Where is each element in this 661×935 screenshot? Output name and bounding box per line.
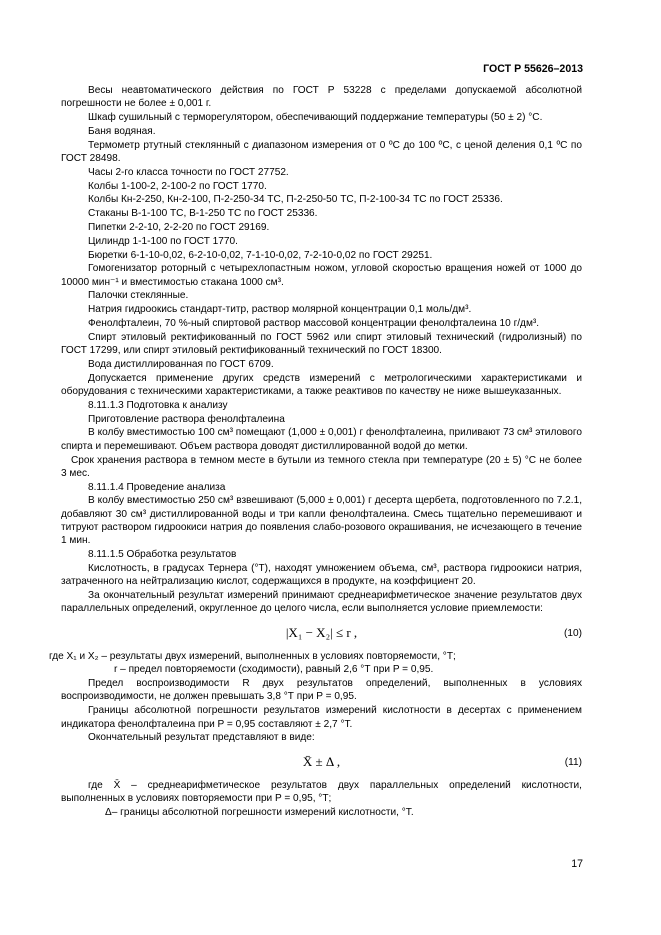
paragraph: Пипетки 2-2-10, 2-2-20 по ГОСТ 29169. xyxy=(88,221,270,233)
paragraph: Термометр ртутный стеклянный с диапазоном измерения от 0 ºС до 100 ºС, с ценой деления 0,1 ºС по ГОСТ 28498. xyxy=(61,139,582,164)
section-heading: 8.11.1.4 Проведение анализа xyxy=(88,481,226,493)
paragraph: Колбы 1-100-2, 2-100-2 по ГОСТ 1770. xyxy=(88,180,267,192)
section-heading: 8.11.1.3 Подготовка к анализу xyxy=(88,399,228,411)
paragraph: В колбу вместимостью 100 см³ помещают (1,000 ± 0,001) г фенолфталеина, приливают 73 см³ этилового спирта и перемешивают. Объем раствора доводят дистиллированной водой до метки. xyxy=(61,427,582,452)
paragraph: Фенолфталеин, 70 %-ный спиртовой раствор массовой концентрации фенолфталеина 10 г/дм³. xyxy=(88,318,540,330)
section-heading: 8.11.1.5 Обработка результатов xyxy=(88,549,237,561)
paragraph: За окончательный результат измерений принимают среднеарифметическое значение результатов двух параллельных определений, округленное до целого числа, если выполняется условие приемлемости: xyxy=(61,589,582,615)
formula-legend-line: где X̄ – среднеарифметическое результатов двух параллельных определений кислотности, выполненных в условиях повторяемости при P = 0,95, °Т; xyxy=(61,779,582,804)
paragraph: Гомогенизатор роторный с четырехлопастным ножом, угловой скоростью вращения ножей от 1000 до 10000 мин⁻¹ и вместимостью стакана 1000 см³. xyxy=(61,263,582,288)
formula-number: (10) xyxy=(564,627,582,639)
paragraph: Спирт этиловый ректификованный по ГОСТ 5962 или спирт этиловый технический (гидролизный) по ГОСТ 17299, или спирт этиловый ректификованный технический по ГОСТ 18300. xyxy=(61,331,582,357)
paragraph: Предел воспроизводимости R двух результатов определений, выполненных в условиях воспроизводимости, не должен превышать 3,8 °Т при P = 0,95. xyxy=(61,678,582,703)
formula-number: (11) xyxy=(564,756,582,768)
subsection-heading: Приготовление раствора фенолфталеина xyxy=(88,413,285,425)
document-body xyxy=(49,84,582,820)
formula-legend-line: Δ– границы абсолютной погрешности измерений кислотности, °Т. xyxy=(105,806,414,818)
paragraph: Часы 2-го класса точности по ГОСТ 27752. xyxy=(88,166,289,178)
paragraph: Стаканы В-1-100 ТС, В-1-250 ТС по ГОСТ 25336. xyxy=(88,208,318,220)
paragraph: Срок хранения раствора в темном месте в бутыли из темного стекла при температуре (20 ± 5) °С не более 3 мес. xyxy=(61,454,582,479)
paragraph: Цилиндр 1-1-100 по ГОСТ 1770. xyxy=(88,235,238,247)
page-number: 17 xyxy=(571,858,583,870)
paragraph: Весы неавтоматического действия по ГОСТ Р 53228 с пределами допускаемой абсолютной погрешности не более ± 0,001 г. xyxy=(61,85,582,110)
paragraph: Вода дистиллированная по ГОСТ 6709. xyxy=(88,358,274,370)
paragraph: Баня водяная. xyxy=(88,125,156,137)
paragraph: В колбу вместимостью 250 см³ взвешивают (5,000 ± 0,001) г десерта щербета, подготовленного по 7.2.1, добавляют 30 см³ дистиллированной воды и три капли фенолфталеина. Смесь тщательно перемешивают и титруют раствором гидроокиси натрия до появления слабо-розового окрашивания, не исчезающего в течение 1 мин. xyxy=(61,495,582,547)
paragraph: Натрия гидроокись стандарт-титр, раствор молярной концентрации 0,1 моль/дм³. xyxy=(88,304,472,316)
formula-legend-line: r – предел повторяемости (сходимости), равный 2,6 °Т при P = 0,95. xyxy=(114,664,434,676)
paragraph: Колбы Кн-2-250, Кн-2-100, П-2-250-34 ТС, П-2-250-50 ТС, П-2-100-34 ТС по ГОСТ 25336. xyxy=(88,194,503,206)
formula-legend-line: где X₁ и X₂ – результаты двух измерений, выполненных в условиях повторяемости, °Т; xyxy=(49,650,456,662)
formula-11 xyxy=(61,747,582,777)
formula-10 xyxy=(61,618,582,648)
paragraph: Бюретки 6-1-10-0,02, 6-2-10-0,02, 7-1-10-0,02, 7-2-10-0,02 по ГОСТ 29251. xyxy=(88,249,433,261)
paragraph: Окончательный результат представляют в виде: xyxy=(88,732,315,744)
paragraph: Шкаф сушильный с терморегулятором, обеспечивающий поддержание температуры (50 ± 2) °С. xyxy=(88,112,543,124)
paragraph: Допускается применение других средств измерений с метрологическими характеристиками и оборудования с техническими характеристиками, а также реактивов по качеству не ниже вышеуказанных. xyxy=(61,372,582,398)
formula-expression: X̄ ± Δ , xyxy=(302,753,341,769)
document-header: ГОСТ Р 55626–2013 xyxy=(483,63,583,75)
paragraph: Палочки стеклянные. xyxy=(88,290,189,302)
formula-expression: |X₁ − X₂| ≤ r , xyxy=(285,624,358,640)
paragraph: Границы абсолютной погрешности результатов измерений кислотности в десертах с применением индикатора фенолфталеина при P = 0,95 составляют ± 2,7 °Т. xyxy=(61,705,582,730)
paragraph: Кислотность, в градусах Тернера (°Т), находят умножением объема, см³, раствора гидроокиси натрия, затраченного на нейтрализацию кислот, содержащихся в продукте, на коэффициент 20. xyxy=(61,562,582,588)
